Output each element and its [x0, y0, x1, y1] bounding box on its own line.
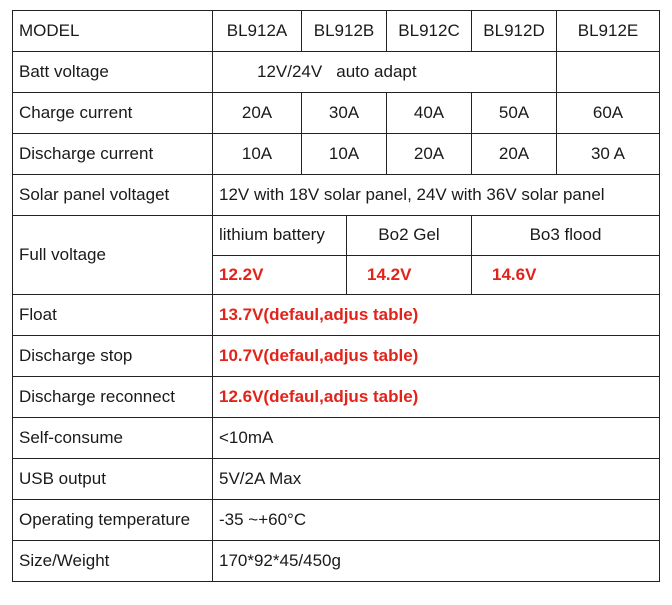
- full-voltage-value-flood: 14.6V: [472, 255, 660, 295]
- table-row-discharge-current: [13, 134, 660, 175]
- table-row-full-voltage-types: [13, 216, 660, 256]
- table-row-operating-temperature: [13, 500, 660, 541]
- operating-temperature-label: Operating temperature: [13, 500, 213, 541]
- discharge-current-b: 10A: [302, 134, 387, 175]
- full-voltage-value-lithium: 12.2V: [213, 255, 347, 295]
- model-bl912e: BL912E: [557, 11, 660, 52]
- model-bl912c: BL912C: [387, 11, 472, 52]
- table-row-self-consume: [13, 418, 660, 459]
- spec-table: [12, 10, 660, 582]
- charge-current-c: 40A: [387, 93, 472, 134]
- operating-temperature-value: -35 ~+60°C: [213, 500, 660, 541]
- charge-current-e: 60A: [557, 93, 660, 134]
- table-row-batt-voltage: [13, 52, 660, 93]
- full-voltage-value-gel: 14.2V: [347, 255, 472, 295]
- batt-voltage-label: Batt voltage: [13, 52, 213, 93]
- usb-output-value: 5V/2A Max: [213, 459, 660, 500]
- table-row-usb-output: [13, 459, 660, 500]
- discharge-reconnect-value: 12.6V(defaul,adjus table): [213, 377, 660, 418]
- solar-panel-voltage-value: 12V with 18V solar panel, 24V with 36V solar panel: [213, 175, 660, 216]
- batt-voltage-mode: auto adapt: [336, 62, 417, 81]
- discharge-current-e: 30 A: [557, 134, 660, 175]
- table-row-solar-panel-voltage: [13, 175, 660, 216]
- table-row-discharge-stop: [13, 336, 660, 377]
- batt-voltage-empty-cell: [557, 52, 660, 93]
- discharge-stop-label: Discharge stop: [13, 336, 213, 377]
- model-bl912d: BL912D: [472, 11, 557, 52]
- charge-current-d: 50A: [472, 93, 557, 134]
- model-bl912b: BL912B: [302, 11, 387, 52]
- charge-current-b: 30A: [302, 93, 387, 134]
- discharge-current-a: 10A: [213, 134, 302, 175]
- discharge-current-d: 20A: [472, 134, 557, 175]
- discharge-current-c: 20A: [387, 134, 472, 175]
- full-voltage-label: Full voltage: [13, 216, 213, 295]
- full-voltage-type-gel: Bo2 Gel: [347, 216, 472, 256]
- full-voltage-type-flood: Bo3 flood: [472, 216, 660, 256]
- float-label: Float: [13, 295, 213, 336]
- batt-voltage-value: [213, 52, 557, 93]
- size-weight-label: Size/Weight: [13, 541, 213, 582]
- table-row-discharge-reconnect: [13, 377, 660, 418]
- full-voltage-type-lithium: lithium battery: [213, 216, 347, 256]
- model-bl912a: BL912A: [213, 11, 302, 52]
- discharge-stop-value: 10.7V(defaul,adjus table): [213, 336, 660, 377]
- discharge-reconnect-label: Discharge reconnect: [13, 377, 213, 418]
- batt-voltage-range: 12V/24V: [257, 62, 323, 81]
- discharge-current-label: Discharge current: [13, 134, 213, 175]
- float-value: 13.7V(defaul,adjus table): [213, 295, 660, 336]
- size-weight-value: 170*92*45/450g: [213, 541, 660, 582]
- table-row-float: [13, 295, 660, 336]
- charge-current-a: 20A: [213, 93, 302, 134]
- self-consume-label: Self-consume: [13, 418, 213, 459]
- table-row-charge-current: [13, 93, 660, 134]
- table-row-size-weight: [13, 541, 660, 582]
- self-consume-value: <10mA: [213, 418, 660, 459]
- charge-current-label: Charge current: [13, 93, 213, 134]
- solar-panel-voltage-label: Solar panel voltaget: [13, 175, 213, 216]
- table-row-model: [13, 11, 660, 52]
- model-label: MODEL: [13, 11, 213, 52]
- usb-output-label: USB output: [13, 459, 213, 500]
